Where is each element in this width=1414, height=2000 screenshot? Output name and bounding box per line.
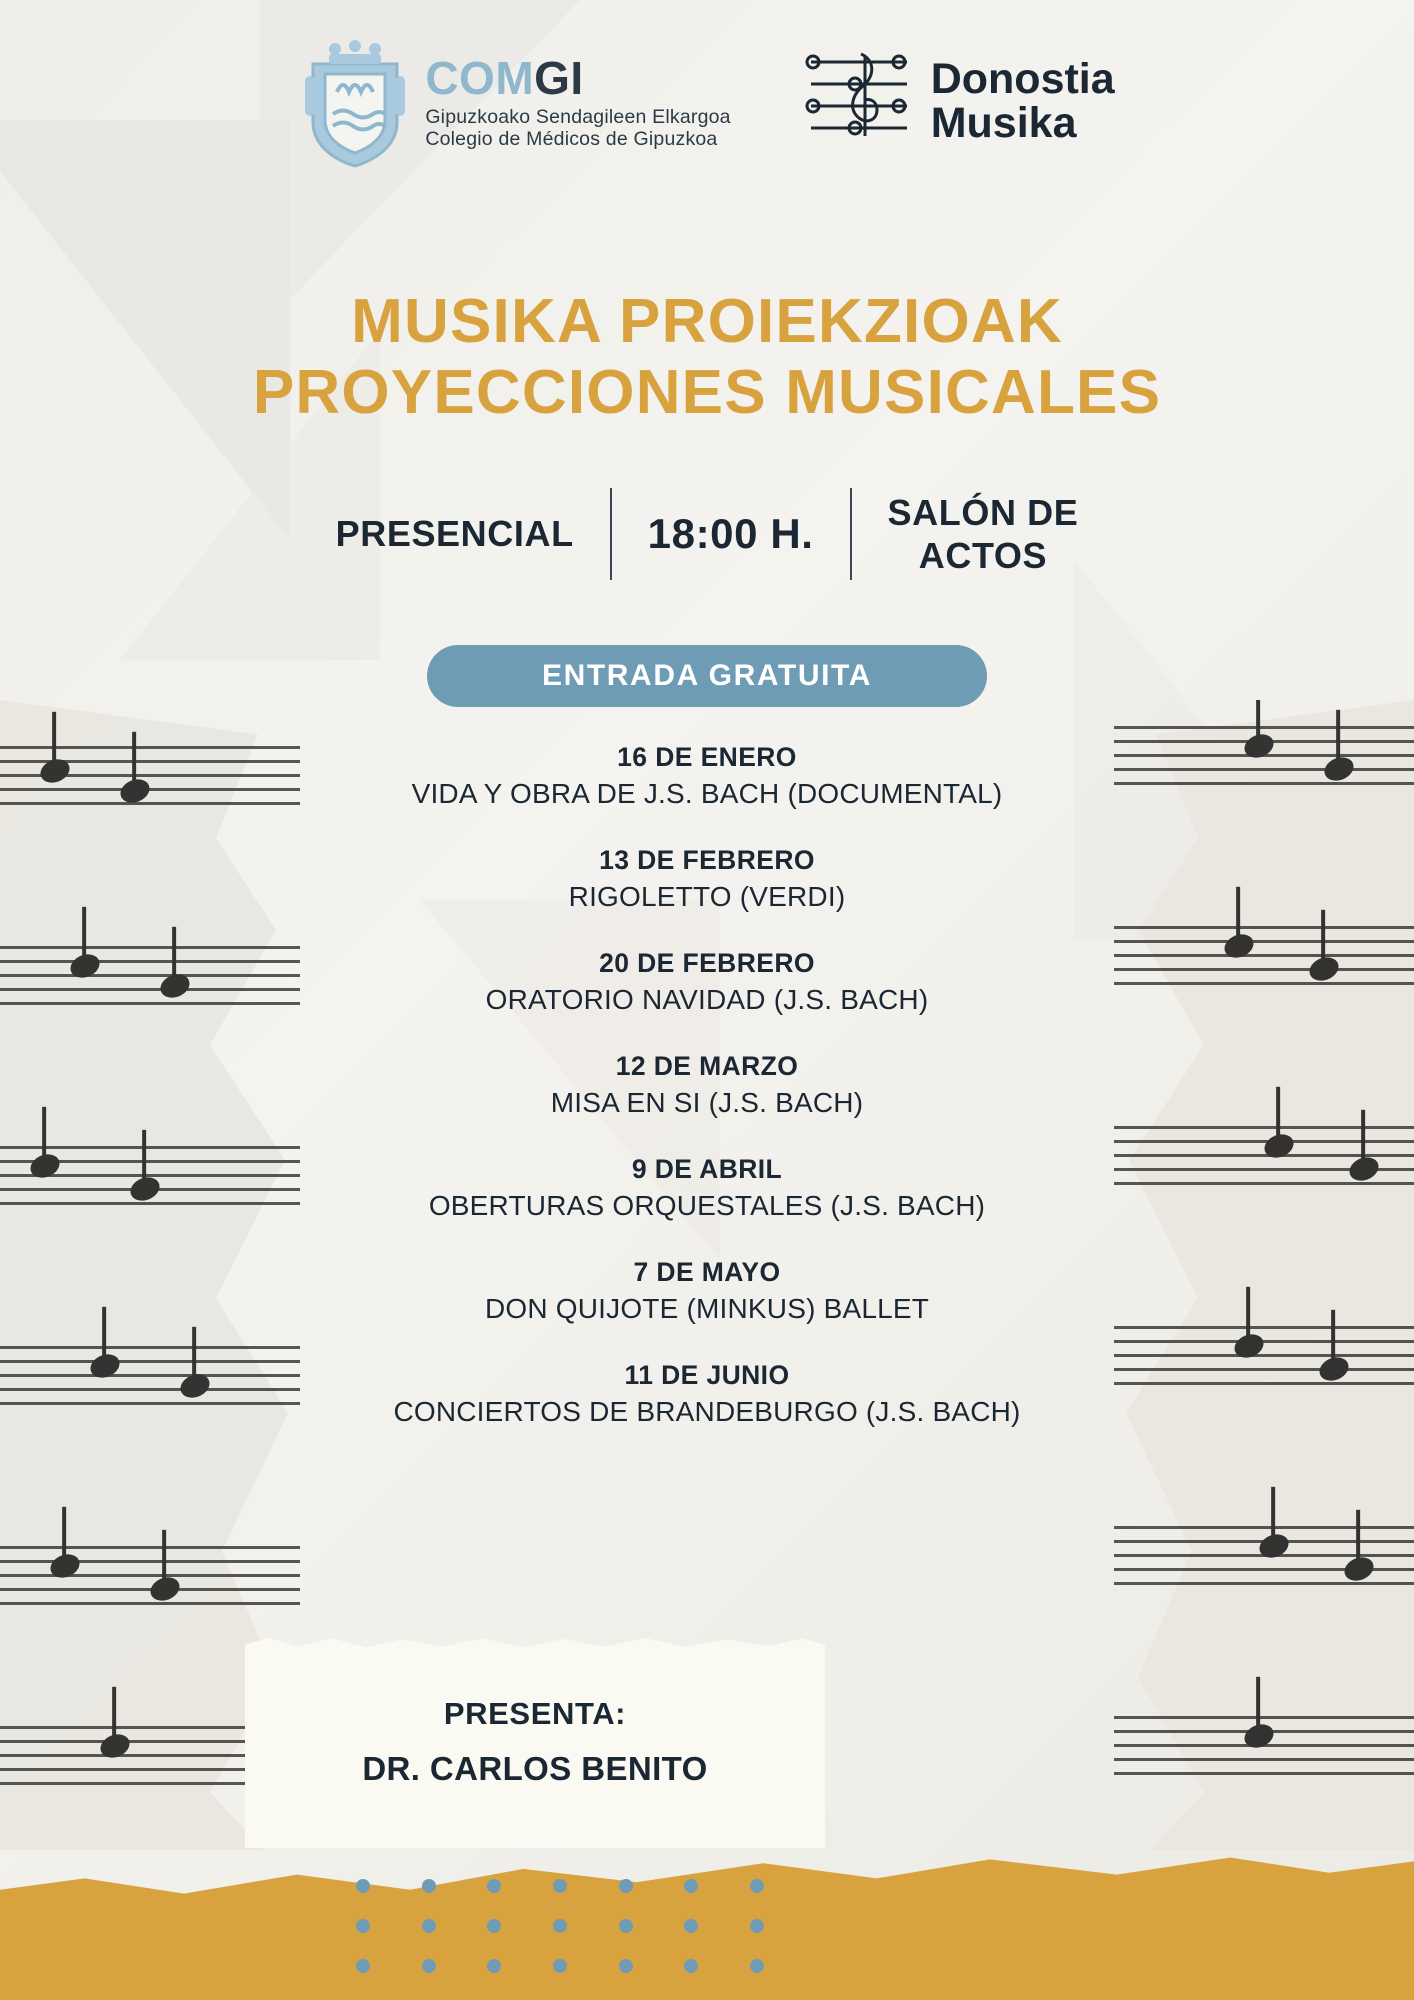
presenter-label: PRESENTA: (443, 1696, 627, 1731)
donostia-logo-line2: Musika (930, 99, 1077, 147)
donostia-musika-logo (803, 40, 1115, 165)
list-item (0, 742, 1414, 810)
free-entry-badge: ENTRADA GRATUITA (427, 645, 987, 707)
presenter-card (245, 1648, 825, 1833)
presenter-name: DR. CARLOS BENITO (362, 1750, 708, 1787)
programme-title: VIDA Y OBRA DE J.S. BACH (DOCUMENTAL) (411, 778, 1003, 809)
coat-of-arms-icon (299, 36, 411, 168)
programme-title: OBERTURAS ORQUESTALES (J.S. BACH) (428, 1190, 986, 1221)
event-time: 18:00 H. (647, 509, 814, 557)
comgi-wordmark (425, 52, 730, 105)
event-mode: PRESENCIAL (335, 513, 574, 555)
comgi-subtitle-eu: Gipuzkoako Sendagileen Elkargoa (425, 105, 731, 128)
info-divider (610, 488, 612, 580)
programme-date: 13 DE FEBRERO (599, 845, 815, 875)
comgi-wordmark-suffix: GI (534, 52, 584, 105)
programme-date: 11 DE JUNIO (624, 1360, 790, 1390)
title-basque: MUSIKA PROIEKZIOAK (351, 287, 1063, 356)
donostia-logo-line1: Donostia (930, 55, 1115, 104)
programme-list (0, 742, 1414, 1463)
dot-pattern (330, 1866, 790, 1986)
event-info-row (0, 488, 1414, 580)
comgi-wordmark-prefix: COM (425, 52, 535, 105)
programme-date: 7 DE MAYO (633, 1257, 781, 1287)
presenter-card-base (245, 1808, 825, 1848)
list-item (0, 948, 1414, 1016)
programme-date: 12 DE MARZO (615, 1051, 799, 1081)
title-spanish: PROYECCIONES MUSICALES (252, 358, 1162, 428)
programme-title: DON QUIJOTE (MINKUS) BALLET (484, 1293, 930, 1324)
list-item (0, 1360, 1414, 1428)
programme-title: ORATORIO NAVIDAD (J.S. BACH) (485, 984, 929, 1015)
list-item (0, 1257, 1414, 1325)
event-venue-line1: SALÓN DE (887, 491, 1079, 533)
comgi-logo (299, 36, 730, 168)
event-venue-line2: ACTOS (918, 535, 1048, 576)
programme-title: MISA EN SI (J.S. BACH) (550, 1087, 864, 1118)
list-item (0, 1154, 1414, 1222)
programme-title: CONCIERTOS DE BRANDEBURGO (J.S. BACH) (393, 1396, 1021, 1427)
comgi-subtitle-es: Colegio de Médicos de Gipuzkoa (425, 128, 718, 151)
list-item (0, 1051, 1414, 1119)
programme-date: 16 DE ENERO (617, 742, 797, 772)
page-title (0, 286, 1414, 429)
info-divider (850, 488, 852, 580)
event-venue (852, 491, 1115, 577)
logo-row (0, 36, 1414, 168)
programme-date: 20 DE FEBRERO (599, 948, 815, 978)
programme-date: 9 DE ABRIL (631, 1154, 783, 1184)
programme-title: RIGOLETTO (VERDI) (568, 881, 846, 912)
list-item (0, 845, 1414, 913)
treble-clef-icon (803, 40, 915, 165)
